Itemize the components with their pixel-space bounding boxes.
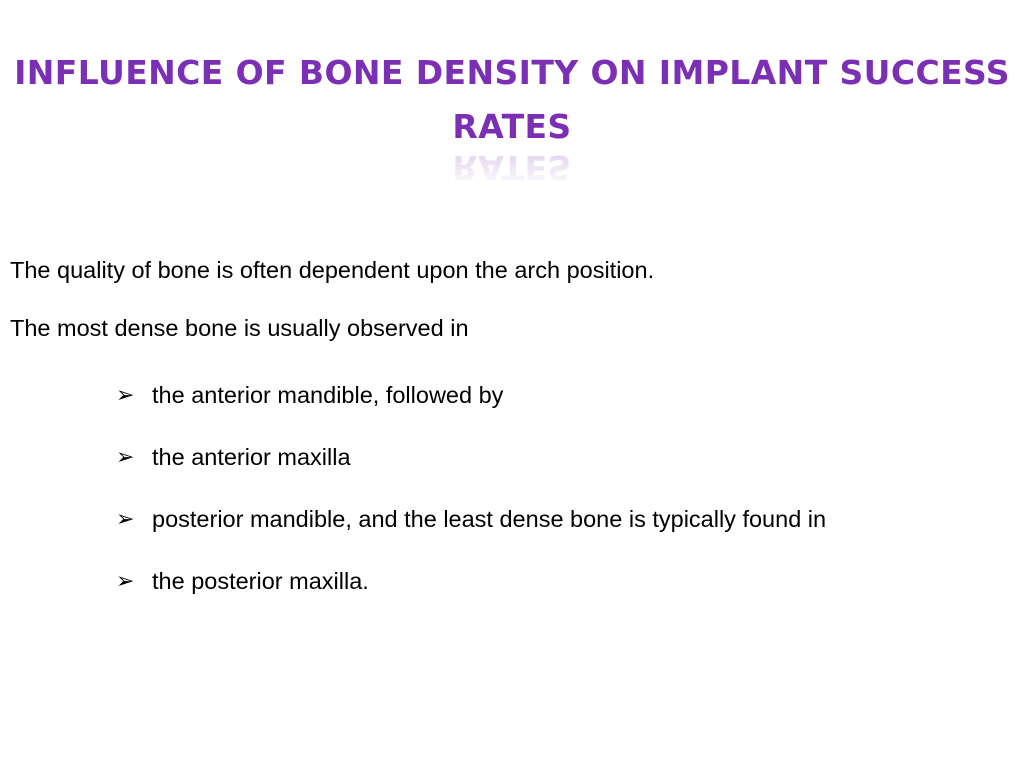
bullet-list: [10, 364, 1010, 612]
arrow-bullet-icon: ➢: [116, 444, 135, 469]
bullet-item: [116, 550, 1010, 612]
arrow-bullet-icon: ➢: [116, 506, 135, 531]
slide-title-line: INFLUENCE OF BONE DENSITY ON IMPLANT SUCCESS: [14, 53, 1010, 92]
bullet-item: [116, 426, 1010, 488]
bullet-item: [116, 364, 1010, 426]
slide-body: [10, 248, 1010, 612]
bullet-text: the anterior mandible, followed by: [152, 382, 504, 408]
slide-title-line: RATES: [452, 107, 572, 146]
body-paragraph: The most dense bone is usually observed in: [10, 315, 469, 341]
bullet-text: posterior mandible, and the least dense bone is typically found in: [152, 506, 827, 532]
body-paragraph: The quality of bone is often dependent upon the arch position.: [10, 257, 655, 283]
slide-title: [0, 46, 1024, 154]
arrow-bullet-icon: ➢: [116, 382, 135, 407]
bullet-item: [116, 488, 1010, 550]
bullet-text: the anterior maxilla: [152, 444, 351, 470]
arrow-bullet-icon: ➢: [116, 568, 135, 593]
bullet-text: the posterior maxilla.: [152, 568, 369, 594]
